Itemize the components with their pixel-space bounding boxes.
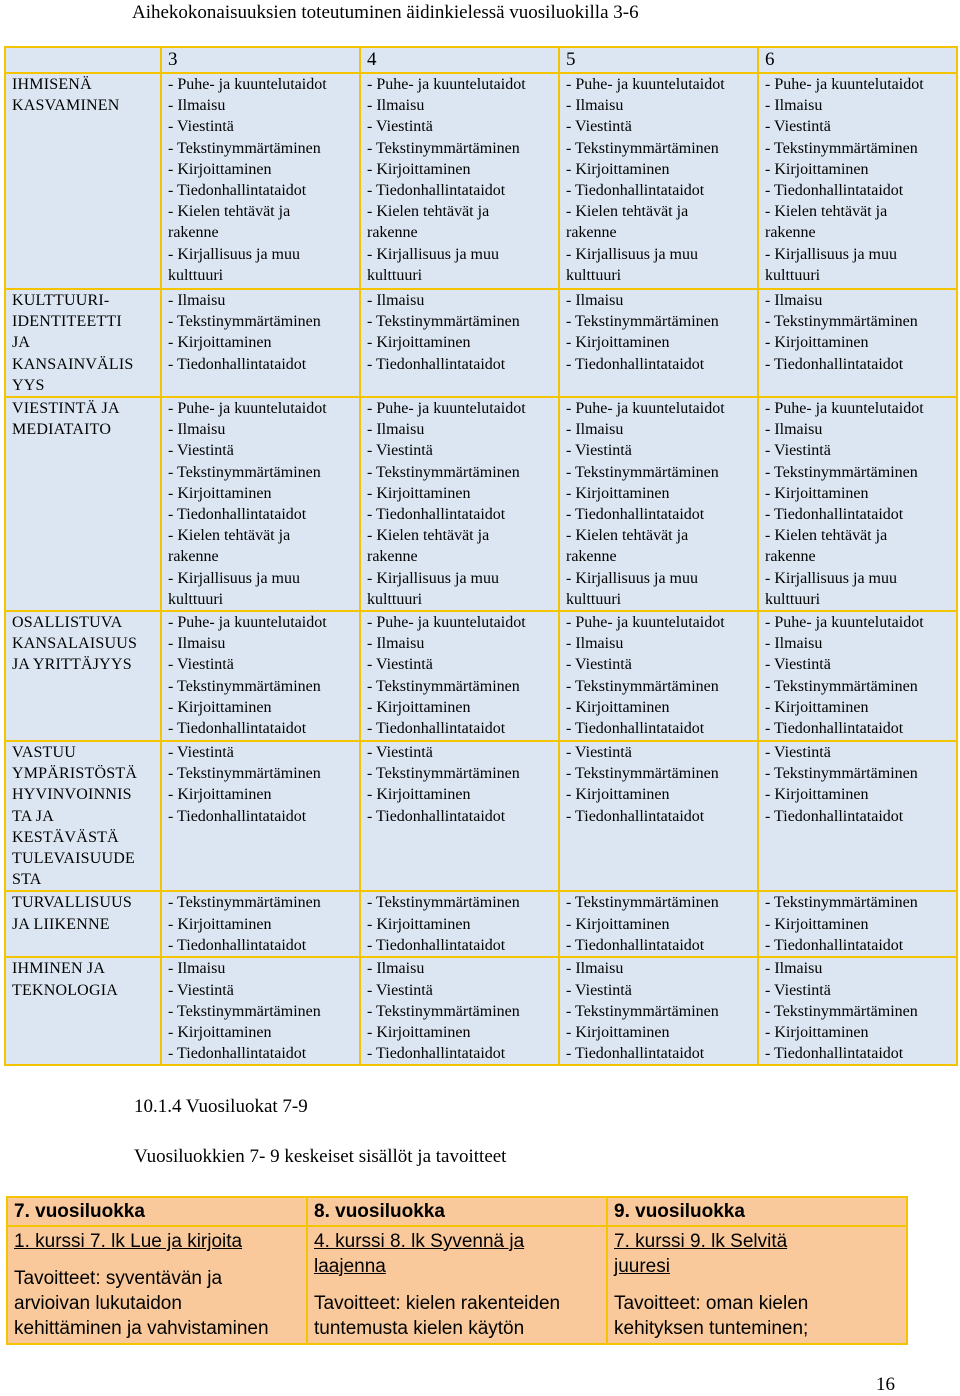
theme-name-line: TA JA [12,807,54,825]
skill-item: - Viestintä [566,442,632,460]
theme-name-line: HYVINVOINNIS [12,786,132,804]
skill-item: - Kirjoittaminen [367,786,471,804]
skill-item: - Kirjoittaminen [168,915,272,933]
skill-item: - Kielen tehtävät ja [566,203,689,221]
theme-name-line: JA [12,334,31,352]
skill-item: - Ilmaisu [168,960,226,978]
theme-name-line: KASVAMINEN [12,97,120,115]
skill-item: - Tekstinymmärtäminen [566,1002,719,1020]
skill-item: - Kielen tehtävät ja [765,203,888,221]
skill-item: - Tekstinymmärtäminen [566,463,719,481]
course-cell [607,1226,907,1344]
theme-name-line: IHMINEN JA [12,960,106,978]
skills-cell [161,741,360,891]
skill-item: - Kirjallisuus ja muu [765,569,897,587]
course-title-line: 4. kurssi 8. lk Syvennä ja [314,1231,525,1252]
skill-item: rakenne [566,224,617,242]
skill-item: - Kirjoittaminen [168,1024,272,1042]
goal-line: tuntemusta kielen käytön [314,1318,525,1339]
goal-line: Tavoitteet: kielen rakenteiden [314,1293,561,1314]
skill-item: - Tiedonhallintataidot [765,720,904,738]
skills-cell [161,397,360,611]
skill-item: - Tekstinymmärtäminen [367,765,520,783]
theme-name-line: KULTTUURI- [12,292,110,309]
skill-item: - Tekstinymmärtäminen [168,894,321,912]
goal-line: Tavoitteet: syventävän ja [14,1268,223,1289]
skill-item: - Kirjoittaminen [168,160,272,178]
skill-item: - Tekstinymmärtäminen [367,1002,520,1020]
skill-item: - Puhe- ja kuuntelutaidot [367,400,526,418]
skill-item: - Kirjoittaminen [367,915,471,933]
grade-level-cell: 7. vuosiluokka [7,1197,307,1226]
grade-header-cell: 3 [161,47,360,73]
skill-item: - Ilmaisu [367,292,425,309]
skill-item: - Kirjoittaminen [566,334,670,352]
skill-item: - Tekstinymmärtäminen [765,313,918,331]
skill-item: - Kirjallisuus ja muu [765,245,897,263]
grade-header-cell: 6 [758,47,957,73]
theme-name-line: TEKNOLOGIA [12,981,118,999]
skill-item: - Tiedonhallintataidot [765,506,904,524]
skill-item: - Tiedonhallintataidot [168,506,307,524]
skill-item: - Kirjallisuus ja muu [566,569,698,587]
theme-name-line: KANSALAISUUS [12,635,138,653]
skills-cell [360,73,559,289]
theme-name-line: VIESTINTÄ JA [12,400,120,418]
skill-item: - Kielen tehtävät ja [168,203,291,221]
grade-course-table [6,1196,908,1345]
skills-cell [360,957,559,1065]
skill-item: - Tekstinymmärtäminen [765,894,918,912]
skill-item: - Ilmaisu [367,635,425,653]
skill-item: - Kielen tehtävät ja [566,527,689,545]
skill-item: - Viestintä [765,118,831,136]
skill-item: - Kirjoittaminen [367,484,471,502]
skill-item: - Kirjoittaminen [566,915,670,933]
skills-cell [360,289,559,397]
course-title-line: juuresi [614,1256,670,1277]
skill-item: - Kirjallisuus ja muu [367,245,499,263]
skill-item: - Puhe- ja kuuntelutaidot [168,76,327,93]
skill-item: - Tekstinymmärtäminen [367,463,520,481]
theme-name-cell [5,957,161,1065]
course-goal [14,1266,300,1341]
grade-header-cell: 4 [360,47,559,73]
skills-cell [758,73,957,289]
skill-item: - Tiedonhallintataidot [765,182,904,200]
skill-item: - Viestintä [367,118,433,136]
theme-name-line: JA LIIKENNE [12,915,110,933]
skill-item: - Tekstinymmärtäminen [367,139,520,157]
skill-item: - Tekstinymmärtäminen [765,139,918,157]
skill-item: rakenne [168,224,219,242]
skill-item: - Tekstinymmärtäminen [168,765,321,783]
theme-name-cell [5,891,161,957]
skill-item: - Ilmaisu [765,960,823,978]
skill-item: - Puhe- ja kuuntelutaidot [566,614,725,632]
theme-name-line: JA YRITTÄJYYS [12,656,132,674]
skill-item: - Kirjoittaminen [168,786,272,804]
section-heading: 10.1.4 Vuosiluokat 7-9 [134,1096,308,1117]
theme-name-line: OSALLISTUVA [12,614,123,632]
skill-item: rakenne [765,224,816,242]
skill-item: - Tekstinymmärtäminen [367,677,520,695]
skill-item: - Kielen tehtävät ja [168,527,291,545]
skill-item: - Viestintä [765,442,831,460]
skill-item: - Tekstinymmärtäminen [168,139,321,157]
page-title: Aihekokonaisuuksien toteutuminen äidinkielessä vuosiluokilla 3-6 [132,2,639,23]
skill-item: - Viestintä [367,656,433,674]
skill-item: - Tiedonhallintataidot [367,936,506,954]
theme-name-line: YYS [12,376,45,394]
course-row [7,1226,907,1344]
theme-name-line: IDENTITEETTI [12,313,122,331]
skill-item: - Tekstinymmärtäminen [566,677,719,695]
skills-cell [559,891,758,957]
corner-cell [5,47,161,73]
skills-cell [559,741,758,891]
skill-item: - Kirjallisuus ja muu [367,569,499,587]
course-title-line: laajenna [314,1256,386,1277]
skill-item: - Puhe- ja kuuntelutaidot [566,400,725,418]
skill-item: - Ilmaisu [168,421,226,439]
skill-item: - Kirjoittaminen [765,786,869,804]
skill-item: - Ilmaisu [168,635,226,653]
skills-cell [758,611,957,741]
theme-row [5,891,957,957]
skill-item: - Tiedonhallintataidot [566,506,705,524]
theme-name-line: TULEVAISUUDE [12,850,135,868]
theme-name-cell [5,611,161,741]
skill-item: - Ilmaisu [566,635,624,653]
skill-item: - Tiedonhallintataidot [566,720,705,738]
skill-item: - Tiedonhallintataidot [566,1045,705,1063]
skill-item: - Tiedonhallintataidot [765,807,904,825]
page-number: 16 [876,1374,895,1395]
skills-cell [360,891,559,957]
skill-item: - Kirjoittaminen [765,160,869,178]
theme-name-line: MEDIATAITO [12,421,112,439]
skill-item: - Kirjoittaminen [566,484,670,502]
skill-item: - Ilmaisu [367,421,425,439]
skill-item: - Kirjallisuus ja muu [168,569,300,587]
skill-item: - Puhe- ja kuuntelutaidot [168,614,327,632]
skill-item: - Viestintä [367,442,433,460]
skill-item: - Kirjoittaminen [765,334,869,352]
skill-item: - Viestintä [367,744,433,762]
skill-item: - Tekstinymmärtäminen [566,313,719,331]
skills-cell [161,611,360,741]
skill-item: - Viestintä [566,118,632,136]
theme-row [5,741,957,891]
skill-item: - Ilmaisu [168,97,226,115]
skill-item: - Ilmaisu [566,960,624,978]
skills-cell [758,741,957,891]
skill-item: - Tekstinymmärtäminen [168,677,321,695]
course-goal [614,1291,900,1341]
skill-item: - Kirjoittaminen [765,698,869,716]
skill-item: - Ilmaisu [367,97,425,115]
skills-cell [758,891,957,957]
skills-cell [559,289,758,397]
skill-item: - Viestintä [765,656,831,674]
skill-item: - Tiedonhallintataidot [367,720,506,738]
skill-item: - Puhe- ja kuuntelutaidot [367,614,526,632]
skill-item: kulttuuri [765,266,821,284]
skill-item: - Tekstinymmärtäminen [168,1002,321,1020]
skill-item: - Kielen tehtävät ja [367,527,490,545]
skill-item: - Viestintä [367,981,433,999]
course-cell [7,1226,307,1344]
skill-item: kulttuuri [168,266,224,284]
theme-row [5,611,957,741]
skill-item: - Kirjoittaminen [765,1024,869,1042]
skills-cell [161,289,360,397]
skill-item: - Kirjoittaminen [566,160,670,178]
goal-line: arvioivan lukutaidon [14,1293,182,1314]
theme-name-cell [5,73,161,289]
theme-name-cell [5,289,161,397]
skill-item: - Kirjoittaminen [367,698,471,716]
skill-item: - Viestintä [566,981,632,999]
skills-cell [559,397,758,611]
skill-item: - Ilmaisu [168,292,226,309]
skill-item: rakenne [566,548,617,566]
skill-item: - Puhe- ja kuuntelutaidot [168,400,327,418]
goal-line: kehityksen tunteminen; [614,1318,809,1339]
skills-cell [360,611,559,741]
skill-item: rakenne [367,224,418,242]
theme-name-line: KANSAINVÄLIS [12,355,134,373]
skill-item: - Puhe- ja kuuntelutaidot [566,76,725,93]
skill-item: - Tekstinymmärtäminen [168,313,321,331]
skill-item: - Kirjallisuus ja muu [168,245,300,263]
skill-item: - Tekstinymmärtäminen [566,139,719,157]
skill-item: - Tekstinymmärtäminen [765,463,918,481]
skill-item: kulttuuri [566,266,622,284]
skills-cell [360,741,559,891]
skill-item: - Ilmaisu [765,421,823,439]
skill-item: - Viestintä [765,744,831,762]
goal-line: kehittäminen ja vahvistaminen [14,1318,269,1339]
skill-item: kulttuuri [566,590,622,608]
course-goal [314,1291,600,1341]
skill-item: - Viestintä [765,981,831,999]
skill-item: - Tekstinymmärtäminen [566,894,719,912]
skill-item: - Tekstinymmärtäminen [765,677,918,695]
skill-item: rakenne [168,548,219,566]
skill-item: rakenne [765,548,816,566]
theme-name-cell [5,741,161,891]
skill-item: - Ilmaisu [566,97,624,115]
skill-item: - Tiedonhallintataidot [367,182,506,200]
skill-item: - Puhe- ja kuuntelutaidot [765,614,924,632]
section-subheading: Vuosiluokkien 7- 9 keskeiset sisällöt ja tavoitteet [134,1146,507,1167]
skill-item: - Kirjoittaminen [367,160,471,178]
skill-item: - Viestintä [566,744,632,762]
theme-row [5,957,957,1065]
skills-cell [758,289,957,397]
skills-cell [161,957,360,1065]
skill-item: - Viestintä [168,656,234,674]
skill-item: - Kirjoittaminen [566,786,670,804]
skill-item: - Ilmaisu [765,635,823,653]
theme-row [5,289,957,397]
theme-name-line: STA [12,871,42,889]
skill-item: - Tiedonhallintataidot [566,936,705,954]
skill-item: - Tekstinymmärtäminen [367,894,520,912]
skill-item: - Tiedonhallintataidot [367,506,506,524]
skill-item: - Tiedonhallintataidot [168,1045,307,1063]
theme-name-line: IHMISENÄ [12,76,92,93]
skill-item: rakenne [367,548,418,566]
skill-item: - Kirjoittaminen [765,915,869,933]
skills-cell [360,397,559,611]
skill-item: - Puhe- ja kuuntelutaidot [367,76,526,93]
skill-item: - Tekstinymmärtäminen [765,765,918,783]
skill-item: - Kirjoittaminen [367,1024,471,1042]
skill-item: - Viestintä [168,118,234,136]
grade-level-row [7,1197,907,1226]
theme-name-line: YMPÄRISTÖSTÄ [12,765,138,783]
skill-item: - Kirjoittaminen [367,334,471,352]
skill-item: - Kirjoittaminen [168,698,272,716]
skill-item: - Tiedonhallintataidot [566,807,705,825]
skill-item: - Viestintä [168,744,234,762]
skill-item: - Tiedonhallintataidot [367,807,506,825]
course-cell [307,1226,607,1344]
skill-item: kulttuuri [367,266,423,284]
skill-item: - Tekstinymmärtäminen [168,463,321,481]
skill-item: - Tekstinymmärtäminen [367,313,520,331]
skill-item: - Puhe- ja kuuntelutaidot [765,76,924,93]
skill-item: - Kirjoittaminen [566,1024,670,1042]
skills-cell [161,73,360,289]
theme-name-line: TURVALLISUUS [12,894,132,912]
skill-item: - Tiedonhallintataidot [168,182,307,200]
skill-item: - Ilmaisu [566,292,624,309]
theme-name-line: VASTUU [12,744,77,762]
course-title-line: 7. kurssi 9. lk Selvitä [614,1231,788,1252]
skill-item: - Ilmaisu [367,960,425,978]
skill-item: - Kirjoittaminen [168,484,272,502]
skills-cell [559,73,758,289]
skill-item: - Ilmaisu [765,97,823,115]
skill-item: - Tiedonhallintataidot [566,182,705,200]
skills-cell [161,891,360,957]
skill-item: - Tiedonhallintataidot [765,936,904,954]
skills-cell [559,611,758,741]
skills-cell [758,397,957,611]
skill-item: - Puhe- ja kuuntelutaidot [765,400,924,418]
skill-item: - Kirjallisuus ja muu [566,245,698,263]
skill-item: - Tiedonhallintataidot [168,807,307,825]
skill-item: kulttuuri [765,590,821,608]
skill-item: - Viestintä [168,442,234,460]
skills-cell [758,957,957,1065]
grade-level-cell: 8. vuosiluokka [307,1197,607,1226]
skill-item: - Tiedonhallintataidot [168,936,307,954]
skill-item: - Kielen tehtävät ja [367,203,490,221]
theme-grade-table [4,46,958,1066]
skill-item: - Tekstinymmärtäminen [765,1002,918,1020]
skill-item: - Viestintä [566,656,632,674]
skill-item: - Ilmaisu [566,421,624,439]
skill-item: - Tiedonhallintataidot [566,355,705,373]
skill-item: - Viestintä [168,981,234,999]
skill-item: - Kielen tehtävät ja [765,527,888,545]
skills-cell [559,957,758,1065]
grade-header-cell: 5 [559,47,758,73]
grade-level-cell: 9. vuosiluokka [607,1197,907,1226]
theme-row [5,397,957,611]
skill-item: - Tekstinymmärtäminen [566,765,719,783]
skill-item: kulttuuri [168,590,224,608]
skill-item: - Kirjoittaminen [765,484,869,502]
skill-item: - Ilmaisu [765,292,823,309]
theme-row [5,73,957,289]
skill-item: - Tiedonhallintataidot [367,1045,506,1063]
theme-name-line: KESTÄVÄSTÄ [12,828,119,846]
skill-item: - Tiedonhallintataidot [765,355,904,373]
skill-item: - Kirjoittaminen [566,698,670,716]
skill-item: - Kirjoittaminen [168,334,272,352]
theme-name-cell [5,397,161,611]
skill-item: - Tiedonhallintataidot [168,720,307,738]
goal-line: Tavoitteet: oman kielen [614,1293,809,1314]
skill-item: - Tiedonhallintataidot [765,1045,904,1063]
grade-header-row [5,47,957,73]
skill-item: - Tiedonhallintataidot [168,355,307,373]
skill-item: kulttuuri [367,590,423,608]
skill-item: - Tiedonhallintataidot [367,355,506,373]
course-title-line: 1. kurssi 7. lk Lue ja kirjoita [14,1231,243,1252]
